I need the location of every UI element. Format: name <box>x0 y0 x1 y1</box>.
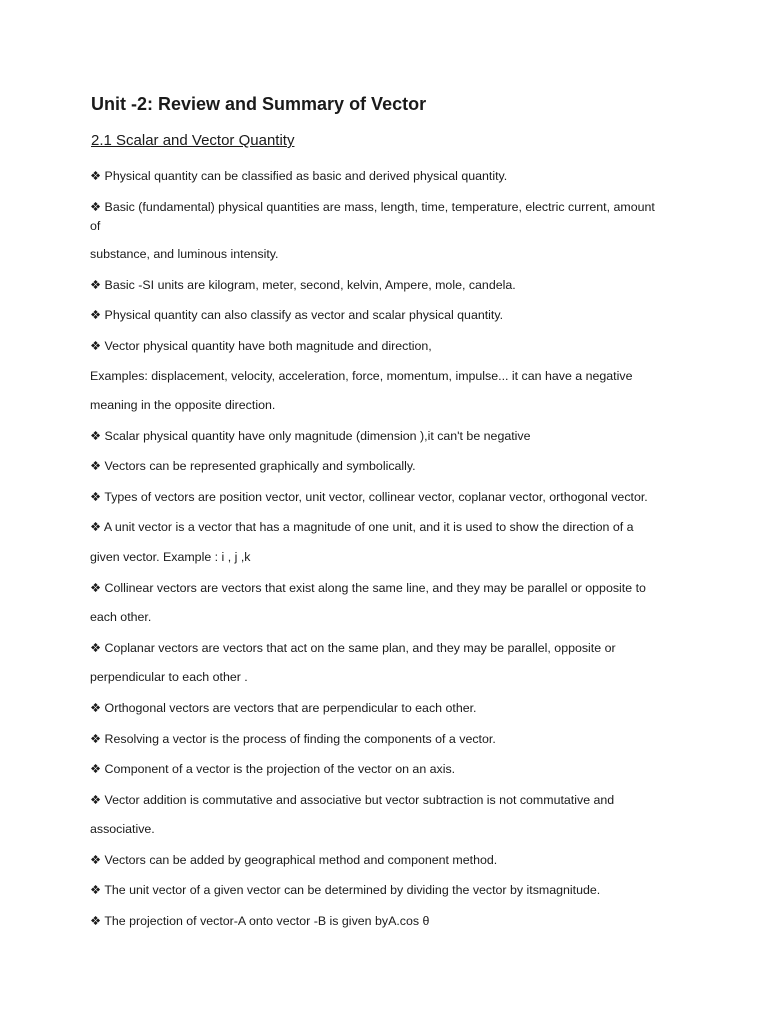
text-line: ❖ Scalar physical quantity have only magnitude (dimension ),it can't be negative <box>90 429 531 443</box>
text-line: ❖ Vectors can be added by geographical method and component method. <box>90 853 498 867</box>
section-heading: 2.1 Scalar and Vector Quantity <box>91 132 295 149</box>
text-line: ❖ Vectors can be represented graphically and symbolically. <box>90 459 416 473</box>
text-line: ❖ Physical quantity can also classify as vector and scalar physical quantity. <box>90 308 504 322</box>
text-line: ❖ The projection of vector-A onto vector -B is given byA.cos θ <box>90 914 430 928</box>
text-line: ❖ The unit vector of a given vector can be determined by dividing the vector by itsmagnitude. <box>90 883 601 897</box>
text-line: each other. <box>90 610 152 624</box>
text-line: ❖ Coplanar vectors are vectors that act on the same plan, and they may be parallel, opposite or <box>90 641 616 655</box>
text-line: associative. <box>90 822 155 836</box>
text-line: ❖ Types of vectors are position vector, unit vector, collinear vector, coplanar vector, orthogonal vector. <box>90 490 648 504</box>
text-line: ❖ Vector physical quantity have both magnitude and direction, <box>90 339 432 353</box>
text-line: ❖ A unit vector is a vector that has a magnitude of one unit, and it is used to show the direction of a <box>90 520 634 534</box>
document-title: Unit -2: Review and Summary of Vector <box>91 94 427 114</box>
text-line: substance, and luminous intensity. <box>90 247 279 261</box>
text-line: ❖ Basic -SI units are kilogram, meter, second, kelvin, Ampere, mole, candela. <box>90 278 516 292</box>
text-line: ❖ Vector addition is commutative and associative but vector subtraction is not commutative and <box>90 793 615 807</box>
text-line: of <box>90 219 101 233</box>
text-line: ❖ Resolving a vector is the process of finding the components of a vector. <box>90 732 496 746</box>
text-line: ❖ Orthogonal vectors are vectors that are perpendicular to each other. <box>90 701 477 715</box>
text-line: ❖ Physical quantity can be classified as basic and derived physical quantity. <box>90 169 508 183</box>
text-line: ❖ Component of a vector is the projection of the vector on an axis. <box>90 762 456 776</box>
text-line: meaning in the opposite direction. <box>90 398 276 412</box>
text-line: ❖ Collinear vectors are vectors that exist along the same line, and they may be parallel or opposite to <box>90 581 646 595</box>
text-line: ❖ Basic (fundamental) physical quantities are mass, length, time, temperature, electric current, amount <box>90 200 655 214</box>
text-line: perpendicular to each other . <box>90 670 248 684</box>
text-line: Examples: displacement, velocity, acceleration, force, momentum, impulse... it can have a negative <box>90 369 633 383</box>
text-line: given vector. Example : i , j ,k <box>90 550 251 564</box>
